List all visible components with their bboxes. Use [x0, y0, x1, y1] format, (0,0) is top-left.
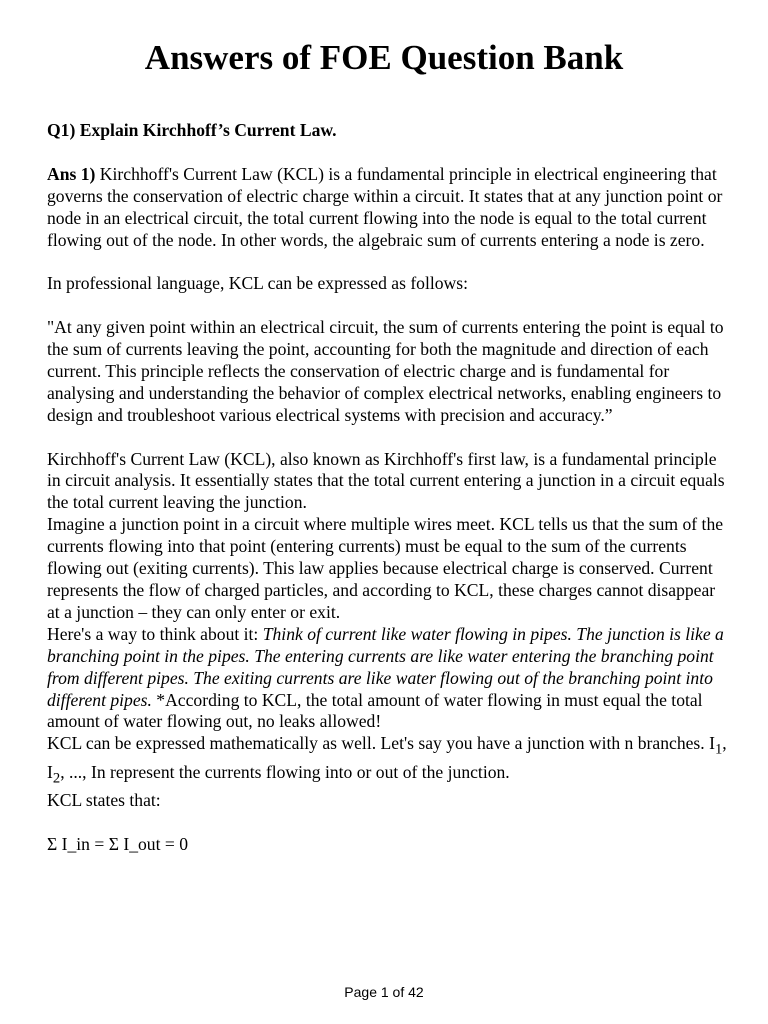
answer-label: Ans 1): [47, 163, 96, 184]
analogy-lead: Here's a way to think about it:: [47, 623, 263, 644]
math-text-1: KCL can be expressed mathematically as well. Let's say you have a junction with n branches. I: [47, 733, 715, 754]
analogy-paragraph: [47, 624, 727, 734]
question-heading: Q1) Explain Kirchhoff’s Current Law.: [47, 120, 337, 140]
kcl-formula: Σ I_in = Σ I_out = 0: [47, 833, 188, 854]
answer-paragraph: [47, 164, 727, 252]
analogy-italic: Think of current like water flowing in pipes. The junction is like a branching point in the pipes. The entering currents are like water entering the branching point from different pipes. The exiting currents are like water flowing out of the branching point into different pipes.: [47, 623, 724, 710]
page-footer: Page 1 of 42: [344, 984, 424, 1000]
subscript-2: 2: [52, 770, 61, 787]
analogy-tail: *According to KCL, the total amount of water flowing in must equal the total amount of water flowing out, no leaks allowed!: [47, 689, 703, 732]
first-law-paragraph: Kirchhoff's Current Law (KCL), also known as Kirchhoff's first law, is a fundamental principle in circuit analysis. It essentially states that the total current entering a junction in a circuit equals the total current leaving the junction.: [47, 448, 725, 513]
page-title: Answers of FOE Question Bank: [144, 38, 624, 77]
math-text-2: , ..., In represent the currents flowing into or out of the junction.: [60, 761, 510, 782]
quote-paragraph: "At any given point within an electrical circuit, the sum of currents entering the point is equal to the sum of currents leaving the point, accounting for both the magnitude and direction of each current. This principle reflects the conservation of electric charge and is fundamental for analysing and understanding the behavior of complex electrical networks, enabling engineers to design and troubleshoot various electrical systems with precision and accuracy.”: [47, 317, 724, 425]
math-sep: , I: [47, 733, 727, 782]
subscript-1: 1: [714, 741, 723, 758]
answer-intro-text: Kirchhoff's Current Law (KCL) is a fundamental principle in electrical engineering that governs the conservation of electric charge within a circuit. It states that at any junction point or node in an electrical circuit, the total current flowing into the node is equal to the total current flowing out of the node. In other words, the algebraic sum of currents entering a node is zero.: [47, 163, 723, 250]
imagine-paragraph: Imagine a junction point in a circuit where multiple wires meet. KCL tells us that the sum of the currents flowing into that point (entering currents) must be equal to the sum of the currents flowing out (exiting currents). This law applies because electrical charge is conserved. Current represents the flow of charged particles, and according to KCL, these charges cannot disappear at a junction – they can only enter or exit.: [47, 514, 724, 622]
professional-intro: In professional language, KCL can be expressed as follows:: [47, 273, 468, 294]
math-paragraph: [47, 733, 727, 790]
kcl-states: KCL states that:: [47, 790, 161, 811]
document-body: [47, 120, 727, 878]
